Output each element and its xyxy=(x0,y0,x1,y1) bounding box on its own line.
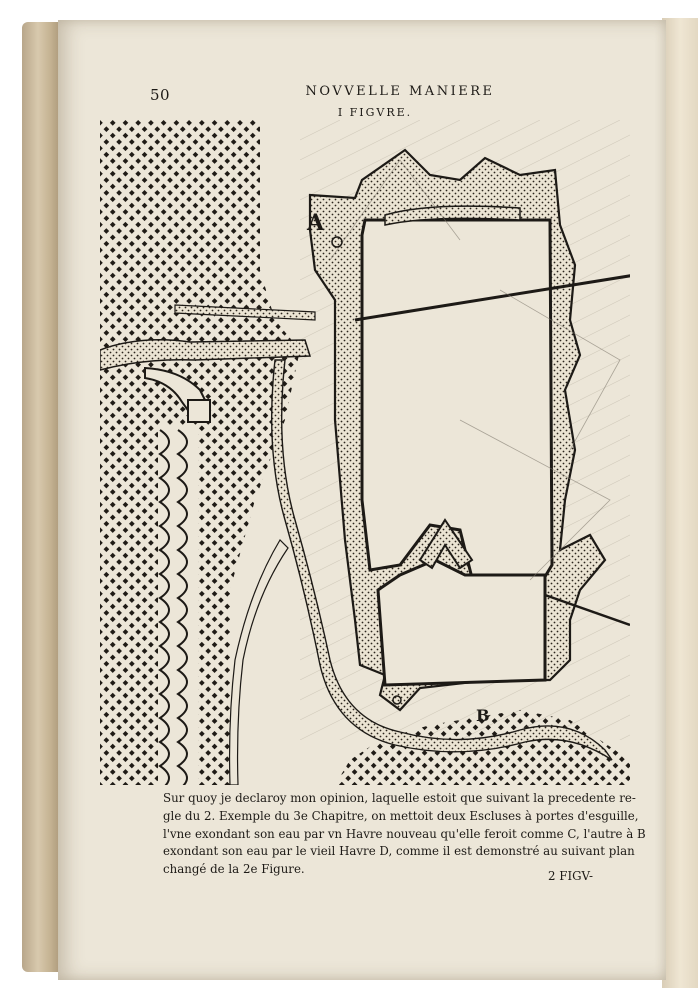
page-number: 50 xyxy=(150,86,171,104)
caption-line-4: exondant son eau par le vieil Havre D, comme il est demonstré au suivant plan xyxy=(163,844,635,859)
caption-line-3: l'vne exondant son eau par vn Havre nouveau qu'elle feroit comme C, l'autre à B xyxy=(163,826,646,841)
caption-line-1: Sur quoy je declaroy mon opinion, laquelle estoit que suivant la precedente re- xyxy=(163,791,636,805)
figure-title: I FIGVRE. xyxy=(337,106,413,119)
catchword: 2 FIGV- xyxy=(548,869,593,883)
running-title: NOVVELLE MANIERE xyxy=(305,84,495,99)
map-label-b: B xyxy=(476,706,490,725)
fortification-plan-engraving xyxy=(100,120,630,785)
caption-paragraph xyxy=(163,790,646,879)
caption-line-5: changé de la 2e Figure. xyxy=(163,862,305,877)
caption-line-2: gle du 2. Exemple du 3e Chapitre, on mettoit deux Escluses à portes d'esguille, xyxy=(163,808,639,823)
jetty-fort xyxy=(188,400,210,422)
facing-page-edge xyxy=(662,18,698,988)
book-fore-edge-left xyxy=(22,22,62,972)
lower-town-interior xyxy=(378,560,545,685)
map-label-a: A xyxy=(307,210,325,236)
